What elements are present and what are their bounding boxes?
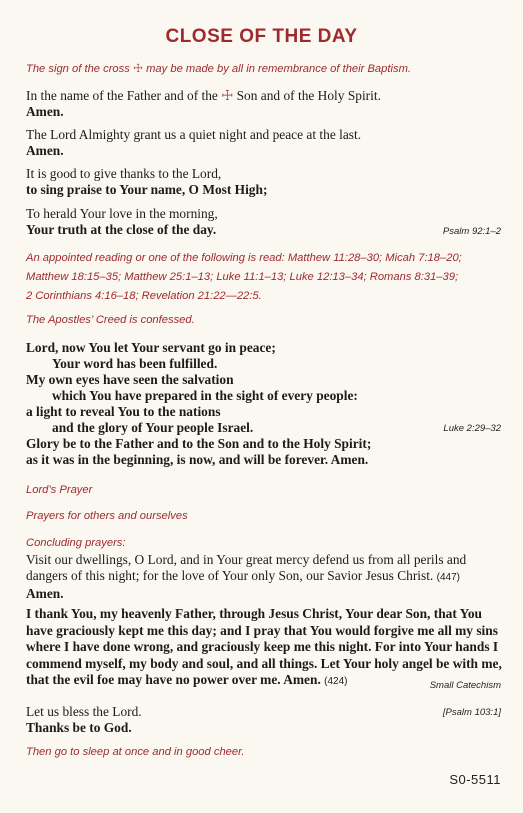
invocation: [26, 88, 504, 120]
rubric-line: Matthew 18:15–35; Matthew 25:1–13; Luke 11:1–13; Luke 12:13–34; Romans 8:31–39;: [26, 271, 459, 283]
psalm-reference: Psalm 92:1–2: [442, 226, 501, 237]
evening-prayer: [26, 606, 504, 691]
psalm-line: To herald Your love in the morning,: [26, 206, 218, 221]
hymn-number: (424): [324, 676, 348, 687]
canticle-line: which You have prepared in the sight of every people:: [52, 388, 358, 403]
lords-prayer-rubric: Lord’s Prayer: [26, 484, 93, 496]
evening-reference: Small Catechism: [429, 680, 501, 691]
canticle-line: Lord, now You let Your servant go in peace;: [26, 340, 276, 355]
canticle-line: a light to reveal You to the nations: [26, 404, 221, 419]
rubric-line: An appointed reading or one of the following is read: Matthew 11:28–30; Micah 7:18–20;: [26, 252, 462, 264]
nunc-reference: Luke 2:29–32: [443, 423, 501, 434]
closing-rubric: Then go to sleep at once and in good cheer.: [26, 746, 245, 758]
readings-rubric: [26, 249, 504, 306]
concluding-prayer: [26, 552, 504, 602]
prayer-line: commend myself, my body and soul, and all things. Let Your holy angel be with me,: [26, 655, 502, 671]
response-amen: Amen.: [26, 586, 64, 601]
prayer-line: that the evil foe may have no power over me. Amen.: [26, 672, 321, 687]
canticle-line: My own eyes have seen the salvation: [26, 372, 234, 387]
page-title: CLOSE OF THE DAY: [165, 26, 358, 47]
response-amen: Amen.: [26, 143, 64, 158]
bless-reference: [Psalm 103:1]: [442, 707, 501, 718]
response: Thanks be to God.: [26, 720, 132, 735]
canticle-line: as it was in the beginning, is now, and will be forever. Amen.: [26, 452, 369, 467]
prayer-line: I thank You, my heavenly Father, through Jesus Christ, Your dear Son, that You: [26, 606, 482, 621]
invocation-text: In the name of the Father and of the: [26, 88, 218, 103]
psalm-line: Your truth at the close of the day.: [26, 222, 217, 237]
canticle-line: Glory be to the Father and to the Son and to the Holy Spirit;: [26, 436, 372, 451]
canticle-line: Your word has been fulfilled.: [52, 356, 218, 371]
rubric-line: 2 Corinthians 4:16–18; Revelation 21:22—22:5.: [26, 290, 262, 302]
versicle: Let us bless the Lord.: [26, 704, 142, 719]
response-amen: Amen.: [26, 104, 64, 119]
prayers-rubric: Prayers for others and ourselves: [26, 510, 188, 522]
cross-icon: ☩: [221, 88, 234, 103]
psalm-verse-1: [26, 166, 504, 198]
rubric-sign-of-cross: [26, 62, 504, 75]
prayer-line: dangers of this night; for the love of Your only Son, our Savior Jesus Christ.: [26, 568, 434, 583]
invocation-text: Son and of the Holy Spirit.: [236, 88, 381, 103]
hymn-number: (447): [436, 572, 461, 583]
blessing: [26, 127, 504, 159]
psalm-line: It is good to give thanks to the Lord,: [26, 166, 222, 181]
rubric-text: The sign of the cross: [26, 63, 130, 75]
psalm-line: to sing praise to Your name, O Most High;: [26, 182, 268, 197]
nunc-dimittis: [26, 340, 504, 468]
concluding-label: Concluding prayers:: [26, 537, 126, 549]
prayer-line: have graciously kept me this day; and I pray that You would forgive me all my sins: [26, 622, 498, 638]
canticle-line: and the glory of Your people Israel.: [52, 420, 254, 435]
prayer-line: Visit our dwellings, O Lord, and in Your great mercy defend us from all perils and: [26, 552, 467, 567]
benedicamus: [26, 704, 504, 736]
prayer-line: where I have done wrong, and graciously keep me this night. For into Your hands I: [26, 639, 499, 654]
cross-icon: ☩: [132, 63, 143, 75]
blessing-text: The Lord Almighty grant us a quiet night and peace at the last.: [26, 127, 362, 142]
document-code: S0-5511: [449, 772, 501, 787]
psalm-verse-2: [26, 206, 504, 238]
rubric-text: may be made by all in remembrance of their Baptism.: [146, 63, 411, 75]
creed-rubric: The Apostles’ Creed is confessed.: [26, 314, 195, 326]
